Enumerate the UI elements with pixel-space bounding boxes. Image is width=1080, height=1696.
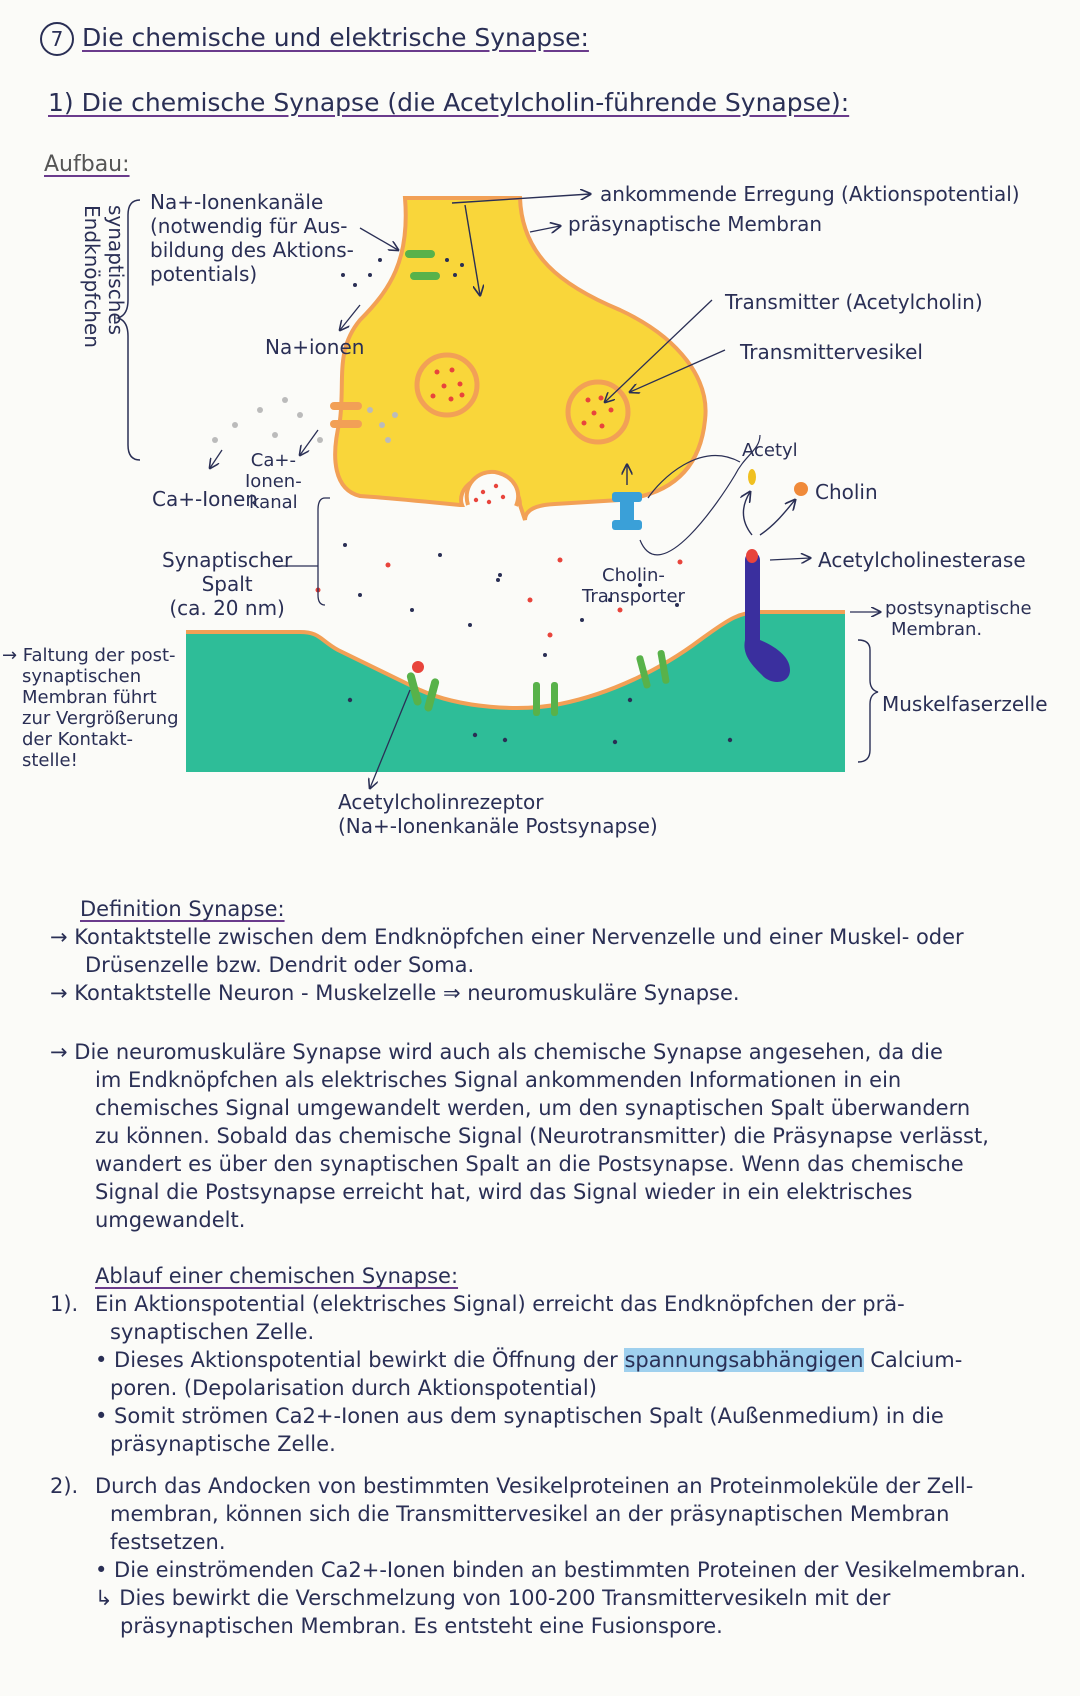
transmitter-vesicle bbox=[417, 355, 477, 415]
highlight-spannungsabhaengigen: spannungsabhängigen bbox=[624, 1348, 864, 1372]
ca-ionen-label: Ca+-Ionen bbox=[152, 487, 258, 511]
step-2-line: festsetzen. bbox=[110, 1530, 226, 1554]
synaptisches-endknoepfchen-label: synaptisches Endknöpfchen bbox=[80, 205, 128, 348]
definition-line: → Kontaktstelle zwischen dem Endknöpfchen einer Nervenzelle und einer Muskel- oder bbox=[50, 925, 964, 949]
paragraph-line: Signal die Postsynapse erreicht hat, wird das Signal wieder in ein elektrisches bbox=[95, 1180, 913, 1204]
aufbau-label: Aufbau: bbox=[44, 152, 130, 177]
step-2-line: präsynaptischen Membran. Es entsteht eine Fusionspore. bbox=[120, 1614, 723, 1638]
definition-heading: Definition Synapse: bbox=[80, 897, 285, 921]
paragraph-line: im Endknöpfchen als elektrisches Signal ankommenden Informationen in ein bbox=[95, 1068, 902, 1092]
praesynaptische-membran-label: präsynaptische Membran bbox=[568, 212, 823, 236]
transmitter-vesicle bbox=[568, 382, 628, 442]
step-2-line: membran, können sich die Transmittervesikel an der präsynaptischen Membran bbox=[110, 1502, 950, 1526]
cholin-label: Cholin bbox=[815, 480, 878, 504]
page-title-text: Die chemische und elektrische Synapse: bbox=[82, 23, 589, 52]
explanation-paragraph bbox=[50, 1038, 1060, 1234]
definition-line: Drüsenzelle bzw. Dendrit oder Soma. bbox=[85, 953, 475, 977]
paragraph-line: → Die neuromuskuläre Synapse wird auch als chemische Synapse angesehen, da die bbox=[50, 1040, 943, 1064]
paragraph-line: wandert es über den synaptischen Spalt an die Postsynapse. Wenn das chemische bbox=[95, 1152, 964, 1176]
definition-line: → Kontaktstelle Neuron - Muskelzelle ⇒ neuromuskuläre Synapse. bbox=[50, 981, 740, 1005]
faltung-note: → Faltung der post- synaptischen Membran führt zur Vergrößerung der Kontakt- stelle! bbox=[2, 645, 179, 771]
acetyl-molecule bbox=[748, 469, 756, 485]
step-1-line: synaptischen Zelle. bbox=[110, 1320, 315, 1344]
paragraph-line: zu können. Sobald das chemische Signal (Neurotransmitter) die Präsynapse verlässt, bbox=[95, 1124, 989, 1148]
ca-ionenkanal-label: Ca+- Ionen- kanal bbox=[245, 450, 302, 513]
cholin-transporter-label: Cholin- Transporter bbox=[582, 565, 685, 607]
na-ionenkanaele-label: Na+-Ionenkanäle (notwendig für Aus- bildung des Aktions- potentials) bbox=[150, 190, 354, 286]
step-1-line: präsynaptische Zelle. bbox=[110, 1432, 336, 1456]
paragraph-line: umgewandelt. bbox=[95, 1208, 246, 1232]
transmitter-label: Transmitter (Acetylcholin) bbox=[725, 290, 983, 314]
synaptischer-spalt-label: Synaptischer Spalt (ca. 20 nm) bbox=[162, 548, 293, 620]
section-number: 7 bbox=[40, 22, 74, 56]
step-2-line: 2). Durch das Andocken von bestimmten Vesikelproteinen an Proteinmoleküle der Zell- bbox=[50, 1474, 974, 1498]
step-1-line: • Dieses Aktionspotential bewirkt die Öffnung der spannungsabhängigen Calcium- bbox=[95, 1348, 963, 1372]
step-1-line: 1). Ein Aktionspotential (elektrisches Signal) erreicht das Endknöpfchen der prä- bbox=[50, 1292, 905, 1316]
definition-section bbox=[50, 895, 1060, 1007]
acetylcholinesterase-label: Acetylcholinesterase bbox=[818, 548, 1026, 572]
ablauf-heading: Ablauf einer chemischen Synapse: bbox=[95, 1264, 459, 1288]
subtitle: 1) Die chemische Synapse (die Acetylcholin-führende Synapse): bbox=[48, 88, 850, 117]
step-2-line: ↳ Dies bewirkt die Verschmelzung von 100-200 Transmittervesikeln mit der bbox=[95, 1586, 891, 1610]
ankommende-erregung-label: ankommende Erregung (Aktionspotential) bbox=[600, 182, 1020, 206]
cholin-molecule bbox=[794, 482, 808, 496]
paragraph-line: chemisches Signal umgewandelt werden, um den synaptischen Spalt überwandern bbox=[95, 1096, 971, 1120]
step-2-line: • Die einströmenden Ca2+-Ionen binden an bestimmten Proteinen der Vesikelmembran. bbox=[95, 1558, 1027, 1582]
muskelfaserzelle-label: Muskelfaserzelle bbox=[882, 692, 1048, 716]
acetyl-label: Acetyl bbox=[742, 440, 798, 461]
cholin-transporter bbox=[612, 492, 642, 530]
acetylcholinrezeptor-label: Acetylcholinrezeptor (Na+-Ionenkanäle Postsynapse) bbox=[338, 790, 658, 838]
step-1-line: poren. (Depolarisation durch Aktionspotential) bbox=[110, 1376, 597, 1400]
na-ionen-label: Na+ionen bbox=[265, 335, 365, 359]
transmittervesikel-label: Transmittervesikel bbox=[740, 340, 923, 364]
step-1-line: • Somit strömen Ca2+-Ionen aus dem synaptischen Spalt (Außenmedium) in die bbox=[95, 1404, 944, 1428]
postsynaptische-membran-label: postsynaptische Membran. bbox=[885, 598, 1032, 640]
ablauf-section bbox=[50, 1262, 1060, 1640]
